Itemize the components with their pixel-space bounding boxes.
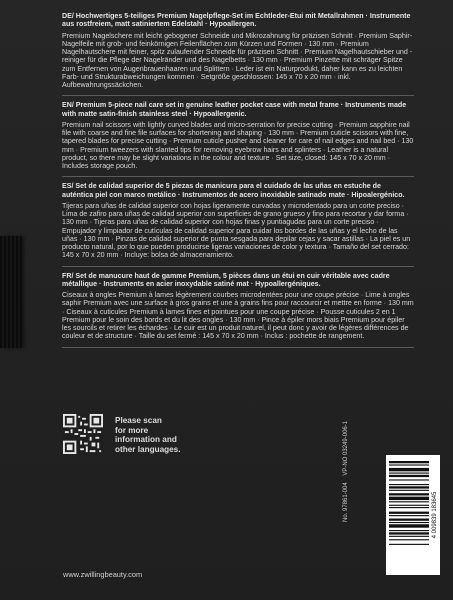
website-url[interactable]: www.zwillingbeauty.com (63, 570, 143, 579)
section-en (62, 101, 414, 170)
barcode-bar (389, 484, 429, 485)
section-es (62, 182, 414, 259)
barcode-bar (389, 473, 429, 474)
qr-caption-line: other languages. (115, 444, 181, 454)
barcode-bar (389, 507, 429, 508)
barcode-bar (389, 479, 429, 480)
section-de-body: Premium Nagelschere mit leicht gebogener Schneide und Mikrozahnung für präzisen Schnitt · Premium Saphir-Nagelfeile mit grob- und feinkörnigen Feilenflächen zum Kürzen und Formen · 130 mm · Premium Nagelhautschere mit feiner, spitz zulaufender Schneide für präzisen Schnitt · Premium Nagelhautschieber und -reiniger für die Pflege der Nagelränder und des Nagelbetts · 130 mm · Premium Pinzette mit schräger Spitze zum Entfernen von Augenbrauenhaaren und Splittern · Leder ist ein Naturprodukt, daher kann es zu leichten Farb- und Strukturabweichungen kommen · Setgröße geschlossen: 145 x 70 x 20 mm · inkl. Aufbewahrungssäckchen. (62, 31, 413, 89)
barcode-bar (389, 544, 429, 545)
barcode-bar (389, 486, 429, 488)
barcode-bar (389, 475, 429, 477)
qr-caption-line: Please scan (115, 416, 162, 425)
barcode-bar (389, 493, 429, 495)
barcode-icon (386, 455, 440, 575)
qr-code-icon[interactable] (63, 414, 103, 454)
barcode-bar (389, 522, 429, 523)
divider (62, 95, 414, 96)
vp-number: VP-NO 03249-006-1 (343, 420, 349, 476)
article-codes (343, 402, 353, 522)
section-en-body: Premium nail scissors with lightly curved blades and micro-serration for precise cutting · Premium sapphire nail file with coarse and fine file surfaces for shortening and shaping · 130 mm · Premium cuticle scissors with fine, tapered blades for precise cutting · Premium cuticle pusher and cleaner for care of nail edges and nail bed · 130 mm · Premium tweezers with slanted tips for removing eyebrow hairs and splinters · Leather is a natural product, so there may be slight variations in the colour and texture · Set size, closed: 145 x 70 x 20 mm · Includes storage pouch. (62, 120, 414, 170)
article-number: No. 97861-004 (343, 482, 349, 522)
section-es-header: ES/ Set de calidad superior de 5 piezas de manicura para el cuidado de las uñas en estuche de auténtica piel con marco metálico · Instrumentos de acero inoxidable satinado mate · Hipoalergénico. (62, 182, 405, 199)
elastic-strap (0, 236, 22, 348)
barcode-bar (389, 532, 429, 534)
barcode-bar (389, 468, 429, 471)
barcode-bar (389, 505, 429, 506)
section-en-header: EN/ Premium 5-piece nail care set in genuine leather pocket case with metal frame · Instruments made with matte satin-finish stainless steel · Hypoallergenic. (62, 101, 407, 118)
barcode-bar (389, 519, 429, 521)
qr-section (63, 414, 263, 462)
section-de (62, 12, 414, 89)
barcode-bar (389, 490, 429, 491)
section-fr-body: Ciseaux à ongles Premium à lames légèrement courbes microdentées pour une coupe précise · Lime à ongles saphir Premium avec une surface à gros grains et une à grains fins pour raccourcir et mettre en forme · 130 mm · Ciseaux à cuticules Premium à lames fines et pointues pour une coupe précise · Pousse cuticules 2 en 1 Premium pour le soin des bords et du lit des ongles · 130 mm · Pince à épiler mors biais Premium pour épiler les sourcils et retirer les échardes · Le cuir est un produit naturel, il peut donc y avoir de légères différences de couleur et de structure · Taille du set fermé : 145 x 70 x 20 mm · Inclus : pochette de rangement. (62, 291, 414, 341)
barcode-number: 4 009839 183645 (432, 491, 438, 539)
divider (62, 176, 414, 177)
barcode-bar (389, 539, 429, 540)
barcode-bar (389, 536, 429, 537)
divider (62, 266, 414, 267)
qr-caption-line: for more (115, 425, 149, 435)
barcode-bar (389, 464, 429, 465)
barcode-bar (389, 524, 429, 527)
barcode-bar (389, 530, 429, 531)
barcode-bar (389, 512, 429, 514)
barcode-bar (389, 497, 429, 500)
section-fr-header: FR/ Set de manucure haut de gamme Premium, 5 pièces dans un étui en cuir véritable avec cadre métallique · Instruments en acier inoxydable satiné mat · Hypoallergéniques. (62, 271, 390, 288)
description-column (62, 12, 414, 353)
qr-caption-line: information and (115, 435, 177, 445)
barcode-bar (389, 515, 429, 516)
section-es-body: Tijeras para uñas de calidad superior con hojas ligeramente curvadas y microdentado para un corte preciso · Lima de zafiro para uñas de calidad superior con superficies de grano grueso y fino para recortar y dar forma · 130 mm · Tijeras para uñas de calidad superior con hojas finas y puntiagudas para un corte preciso · Empujador y limpiador de cutículas de calidad superior para cuidar los bordes de las uñas y el lecho de las uñas · 130 mm · Pinzas de calidad superior de punta sesgada para depilar cejas y sacar astillas · La piel es un producto natural, por lo que pueden producirse ligeras variaciones de color y textura · Tamaño del set cerrado: 145 x 70 x 20 mm · Incluye: bolsa de almacenamiento. (62, 201, 411, 260)
barcode-bar (389, 501, 429, 502)
section-fr (62, 272, 414, 341)
divider (62, 347, 414, 348)
barcode-bar (389, 461, 429, 463)
section-de-header: DE/ Hochwertiges 5-teiliges Premium Nagelpflege-Set im Echtleder-Etui mit Metallrahmen · Instrumente aus rostfreiem, matt satiniertem Edelstahl · Hypoallergen. (62, 12, 411, 29)
qr-caption (115, 416, 235, 454)
